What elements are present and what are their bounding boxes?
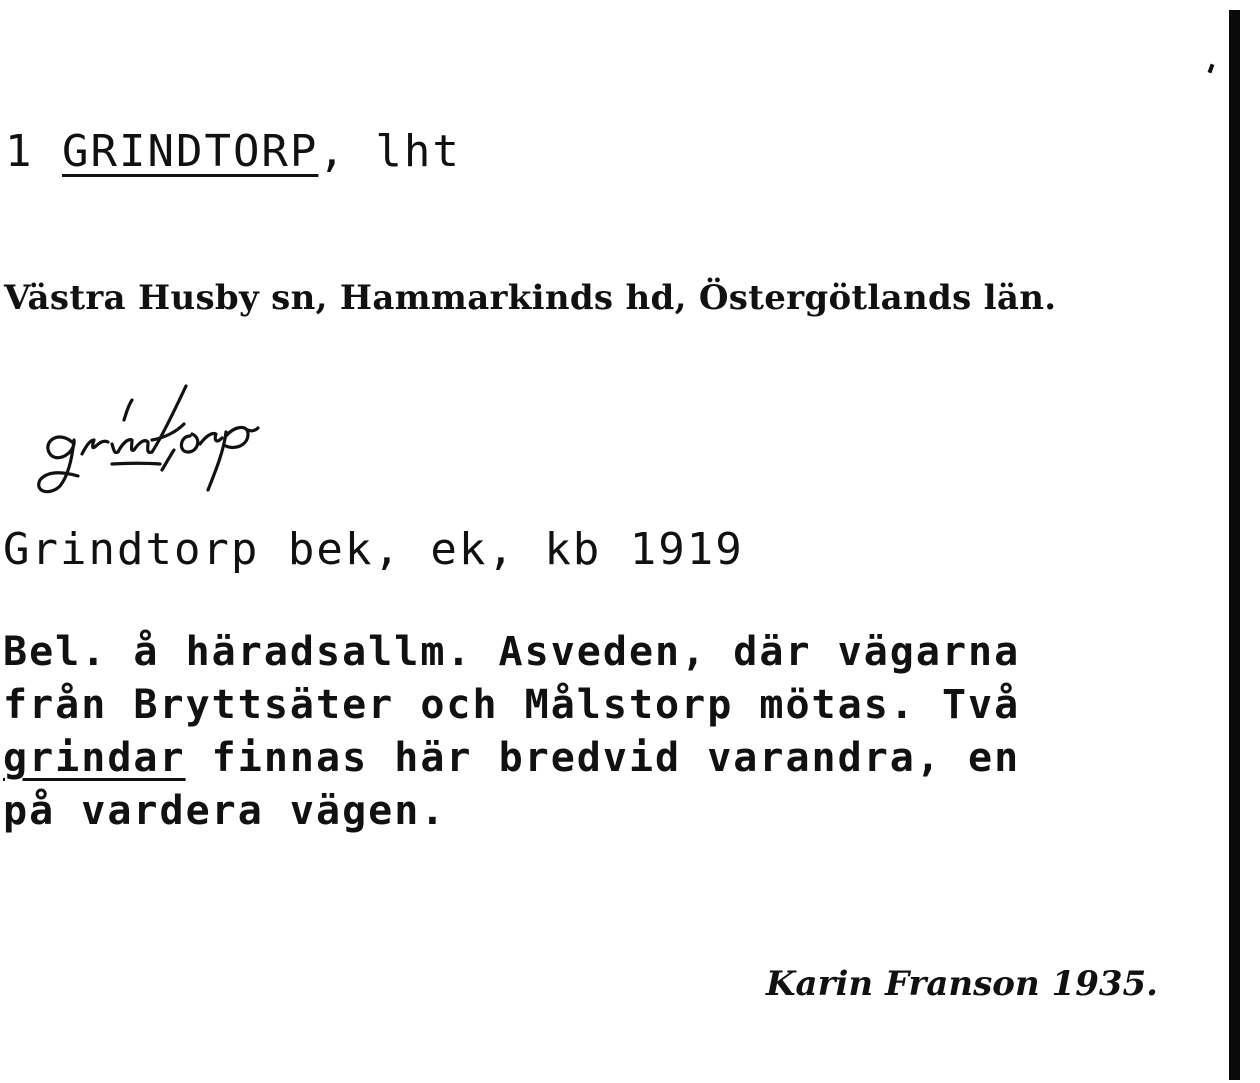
- description-line-3: finnas här bredvid varandra, en: [185, 735, 1021, 781]
- description-line-2: från Bryttsäter och Målstorp mötas. Två: [3, 682, 1021, 728]
- headword-line: [5, 126, 461, 178]
- card-edge-border: [1229, 10, 1240, 1080]
- underlined-word: grindar: [3, 735, 186, 781]
- description-line-1: Bel. å häradsallm. Asveden, där vägarna: [3, 629, 1021, 675]
- spelling-line: Grindtorp bek, ek, kb 1919: [3, 524, 744, 575]
- description-line-4: på vardera vägen.: [3, 788, 447, 834]
- handwritten-name: [20, 380, 380, 505]
- signature: Karin Franson 1935.: [765, 964, 1158, 1004]
- location-line: Västra Husby sn, Hammarkinds hd, Östergötlands län.: [4, 278, 1057, 318]
- headword-suffix: , lht: [318, 126, 461, 177]
- ink-speck: [1208, 64, 1215, 74]
- description: [3, 626, 1020, 838]
- headword: GRINDTORP: [62, 126, 319, 177]
- entry-number: 1: [5, 126, 34, 177]
